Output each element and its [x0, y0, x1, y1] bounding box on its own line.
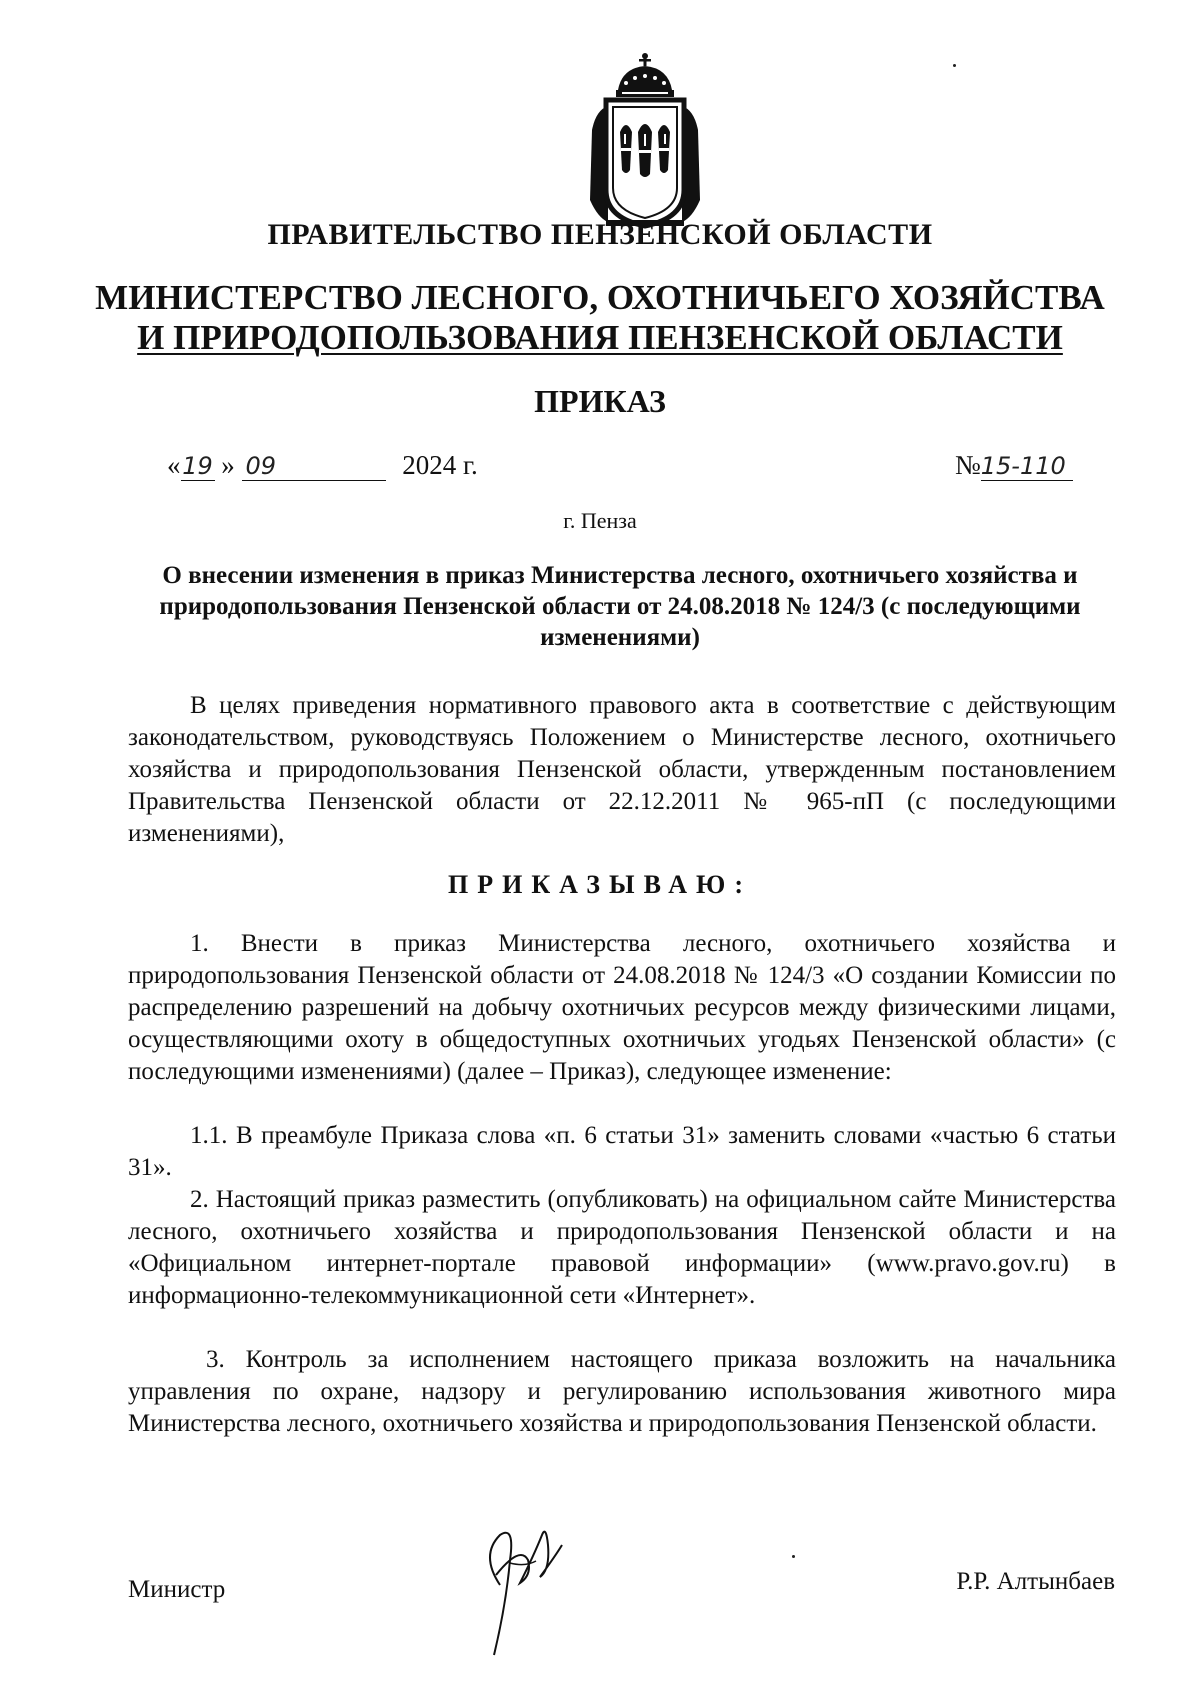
- order-date: [167, 450, 478, 481]
- order-subject: О внесении изменения в приказ Министерства лесного, охотничьего хозяйства и природопользования Пензенской области от 24.08.2018 № 124/3 (с последующими изменениями): [159, 562, 1081, 651]
- item-1-paragraph: 1. Внести в приказ Министерства лесного, охотничьего хозяйства и природопользования Пензенской области от 24.08.2018 № 124/3 «О создании Комиссии по распределению разрешений на добычу охотничьих ресурсов между физическими лицами, осуществляющими охоту в общедоступных охотничьих угодьях Пензенской области» (с последующими изменениями) (далее – Приказ), следующее изменение:: [128, 930, 1116, 1085]
- government-title: ПРАВИТЕЛЬСТВО ПЕНЗЕНСКОЙ ОБЛАСТИ: [267, 218, 933, 251]
- handwritten-signature-icon: [470, 1515, 580, 1665]
- date-close-quote: »: [221, 450, 235, 480]
- ministry-title-line-2: И ПРИРОДОПОЛЬЗОВАНИЯ ПЕНЗЕНСКОЙ ОБЛАСТИ: [137, 318, 1063, 357]
- date-open-quote: «: [167, 450, 181, 480]
- signatory-name: Р.Р. Алтынбаев: [956, 1568, 1115, 1595]
- number-label: №: [955, 450, 981, 480]
- item-1-1-paragraph: 1.1. В преамбуле Приказа слова «п. 6 статьи 31» заменить словами «частью 6 статьи 31».: [128, 1122, 1116, 1181]
- scan-speck: [792, 1555, 795, 1558]
- number-value: 15-110: [981, 452, 1073, 481]
- order-number: [955, 450, 1073, 481]
- item-3-paragraph: 3. Контроль за исполнением настоящего приказа возложить на начальника управления по охране, надзору и регулированию использования животного мира Министерства лесного, охотничьего хозяйства и природопользования Пензенской области.: [128, 1346, 1116, 1437]
- scan-speck: [953, 64, 956, 67]
- date-year: 2024 г.: [402, 450, 478, 480]
- preamble-paragraph: В целях приведения нормативного правового акта в соответствие с действующим законодательством, руководствуясь Положением о Министерстве лесного, охотничьего хозяйства и природопользования Пензенской области, утвержденным постановлением Правительства Пензенской области от 22.12.2011 № 965-пП (с последующими изменениями),: [128, 692, 1116, 847]
- penza-coat-of-arms-icon: [578, 50, 712, 230]
- city: г. Пенза: [563, 508, 637, 533]
- item-2-paragraph: 2. Настоящий приказ разместить (опубликовать) на официальном сайте Министерства лесного, охотничьего хозяйства и природопользования Пензенской области и на «Официальном интернет-портале правовой информации» (www.pravo.gov.ru) в информационно-телекоммуникационной сети «Интернет».: [128, 1186, 1116, 1309]
- date-month: 09: [242, 452, 386, 481]
- document-type-title: ПРИКАЗ: [534, 383, 666, 419]
- ministry-title-line-1: МИНИСТЕРСТВО ЛЕСНОГО, ОХОТНИЧЬЕГО ХОЗЯЙСТВА: [95, 278, 1105, 317]
- date-day: 19: [182, 452, 213, 480]
- signatory-title: Министр: [128, 1576, 226, 1603]
- decree-heading: ПРИКАЗЫВАЮ:: [448, 870, 752, 899]
